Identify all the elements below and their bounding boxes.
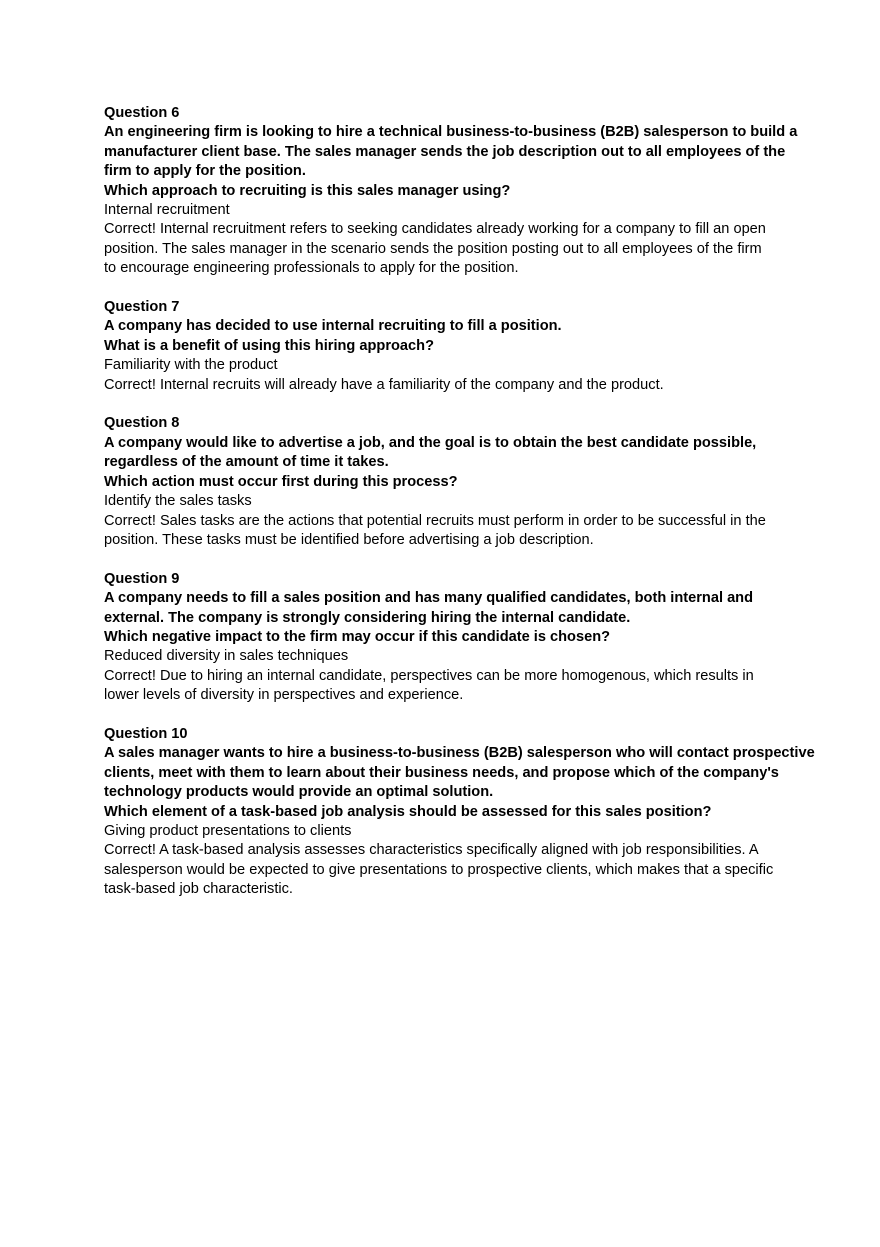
explanation-line: lower levels of diversity in perspectives and experience. — [104, 687, 464, 704]
explanation-line: Correct! Internal recruits will already have a familiarity of the company and the product. — [104, 376, 664, 393]
question-block-8 — [104, 414, 776, 550]
question-prompt — [104, 317, 776, 356]
explanation-line: position. These tasks must be identified before advertising a job description. — [104, 531, 594, 548]
answer-text: Reduced diversity in sales techniques — [104, 648, 349, 665]
question-prompt — [104, 744, 815, 822]
explanation-line: Correct! Internal recruitment refers to seeking candidates already working for a company to fill an open — [104, 221, 766, 238]
prompt-line: A company needs to fill a sales position and has many qualified candidates, both internal and — [104, 590, 754, 607]
prompt-line: firm to apply for the position. — [104, 163, 306, 180]
question-title: Question 9 — [104, 570, 180, 587]
prompt-line: A company would like to advertise a job, and the goal is to obtain the best candidate possible, — [104, 434, 757, 451]
explanation-line: salesperson would be expected to give presentations to prospective clients, which makes that a specific — [104, 861, 774, 878]
question-prompt — [104, 123, 798, 201]
explanation-text — [104, 841, 776, 899]
prompt-line: Which action must occur first during this process? — [104, 473, 458, 490]
prompt-line: Which negative impact to the firm may occur if this candidate is chosen? — [104, 628, 611, 645]
prompt-line: A sales manager wants to hire a business-to-business (B2B) salesperson who will contact prospective — [104, 745, 815, 762]
answer-text: Giving product presentations to clients — [104, 822, 352, 839]
question-title: Question 10 — [104, 725, 188, 742]
explanation-line: Correct! Sales tasks are the actions that potential recruits must perform in order to be successful in the — [104, 512, 766, 529]
explanation-line: position. The sales manager in the scenario sends the position posting out to all employees of the firm — [104, 240, 762, 257]
explanation-text — [104, 667, 776, 706]
prompt-line: manufacturer client base. The sales manager sends the job description out to all employees of the — [104, 143, 786, 160]
question-prompt — [104, 589, 776, 647]
question-title: Question 8 — [104, 415, 180, 432]
prompt-line: An engineering firm is looking to hire a technical business-to-business (B2B) salesperson to build a — [104, 124, 798, 141]
prompt-line: Which approach to recruiting is this sales manager using? — [104, 182, 511, 199]
prompt-line: regardless of the amount of time it takes. — [104, 454, 389, 471]
explanation-line: Correct! A task-based analysis assesses characteristics specifically aligned with job responsibilities. A — [104, 842, 759, 859]
explanation-line: Correct! Due to hiring an internal candidate, perspectives can be more homogenous, which results in — [104, 667, 754, 684]
question-title: Question 6 — [104, 105, 180, 121]
answer-text: Internal recruitment — [104, 202, 230, 219]
prompt-line: clients, meet with them to learn about their business needs, and propose which of the company's — [104, 764, 779, 781]
prompt-line: A company has decided to use internal recruiting to fill a position. — [104, 318, 562, 335]
prompt-line: external. The company is strongly considering hiring the internal candidate. — [104, 609, 631, 626]
question-block-10 — [104, 725, 815, 900]
explanation-text — [104, 512, 776, 551]
prompt-line: Which element of a task-based job analysis should be assessed for this sales position? — [104, 803, 712, 820]
explanation-text — [104, 220, 776, 278]
explanation-text — [104, 376, 776, 395]
question-block-6 — [104, 104, 798, 279]
question-prompt — [104, 434, 776, 492]
question-title: Question 7 — [104, 299, 180, 316]
answer-text: Identify the sales tasks — [104, 493, 252, 510]
document-page — [104, 104, 815, 919]
prompt-line: technology products would provide an optimal solution. — [104, 784, 494, 801]
prompt-line: What is a benefit of using this hiring approach? — [104, 337, 434, 354]
explanation-line: task-based job characteristic. — [104, 881, 293, 898]
question-block-9 — [104, 570, 776, 706]
explanation-line: to encourage engineering professionals to apply for the position. — [104, 260, 519, 277]
question-block-7 — [104, 298, 776, 395]
answer-text: Familiarity with the product — [104, 357, 278, 374]
